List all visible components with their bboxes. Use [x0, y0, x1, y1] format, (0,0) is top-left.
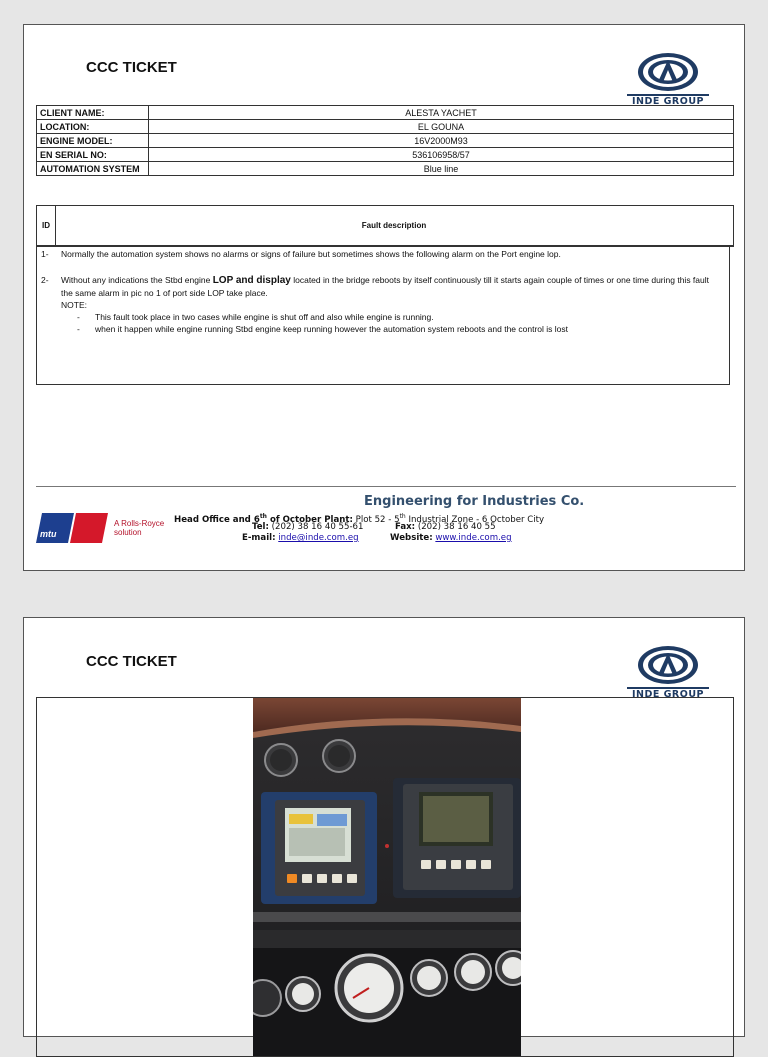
- fault-text-part: Without any indications the Stbd engine: [61, 275, 213, 285]
- info-label: ENGINE MODEL:: [37, 134, 149, 148]
- logo-text: INDE GROUP: [627, 687, 709, 700]
- info-label: LOCATION:: [37, 120, 149, 134]
- note-block: [61, 299, 723, 335]
- info-value: ALESTA YACHET: [149, 106, 734, 120]
- client-info-table: [36, 105, 734, 176]
- rr-line: solution: [114, 528, 142, 537]
- info-value: Blue line: [149, 162, 734, 176]
- rr-line: A Rolls-Royce: [114, 519, 165, 528]
- mtu-logo-mark: [36, 513, 108, 543]
- info-label: AUTOMATION SYSTEM: [37, 162, 149, 176]
- info-value: 16V2000M93: [149, 134, 734, 148]
- rolls-royce-tagline: [114, 519, 164, 537]
- engine-control-panel-photo: [253, 698, 521, 1057]
- note-line: [61, 323, 723, 335]
- fault-text-part: located in the bridge reboots by itself continuously till it starts again couple of times or one time during this fault the same alarm in pic no 1 of port side LOP take place.: [61, 275, 709, 298]
- ticket-page-1: [23, 24, 745, 571]
- head-office-label: Head Office and 6th of October Plant:: [174, 513, 353, 525]
- inde-group-logo: [627, 51, 709, 107]
- ticket-title: CCC TICKET: [86, 59, 177, 76]
- tel-label: Tel:: [252, 522, 269, 532]
- logo-text: INDE GROUP: [627, 94, 709, 107]
- table-row: [37, 120, 734, 134]
- info-label: EN SERIAL NO:: [37, 148, 149, 162]
- website-label: Website:: [390, 533, 433, 543]
- info-label: CLIENT NAME:: [37, 106, 149, 120]
- ticket-page-2: [23, 617, 745, 1037]
- fault-text-emphasis: LOP and display: [212, 275, 291, 286]
- ticket-title: CCC TICKET: [86, 653, 177, 670]
- table-row: [37, 148, 734, 162]
- fault-item-2: [41, 274, 723, 335]
- company-name: Engineering for Industries Co.: [364, 494, 585, 509]
- table-row: [37, 134, 734, 148]
- inde-group-logo: [627, 644, 709, 700]
- note-dash: -: [77, 324, 80, 334]
- phone-line: [252, 522, 732, 533]
- mtu-logo-text: mtu: [40, 529, 57, 539]
- footer-divider: [36, 486, 736, 487]
- fault-item-text: [61, 274, 723, 299]
- inde-logo-emblem: [636, 644, 700, 686]
- note-text: This fault took place in two cases while engine is shut off and also while engine is running.: [95, 312, 434, 322]
- mtu-logo: [36, 513, 108, 543]
- tel-value: (202) 38 16 40 55-61: [271, 522, 364, 532]
- id-column-header: ID: [37, 206, 56, 245]
- contact-line: [242, 533, 732, 544]
- head-office-value: Plot 52 - 5th Industrial Zone - 6 October City: [355, 513, 545, 525]
- fault-item-text: Normally the automation system shows no alarms or signs of failure but sometimes shows the following alarm on the Port engine lop.: [61, 249, 561, 259]
- fax-label: Fax:: [394, 522, 416, 532]
- photo-frame: [36, 697, 734, 1057]
- info-value: EL GOUNA: [149, 120, 734, 134]
- fault-item-number: 2-: [41, 275, 49, 285]
- table-row: [37, 162, 734, 176]
- email-label: E-mail:: [242, 533, 276, 543]
- email-link[interactable]: inde@inde.com.eg: [278, 533, 359, 543]
- website-link[interactable]: www.inde.com.eg: [435, 533, 512, 543]
- note-dash: -: [77, 312, 80, 322]
- fault-description-header: Fault description: [361, 221, 427, 230]
- fault-item-number: 1-: [41, 249, 49, 259]
- inde-logo-emblem: [636, 51, 700, 93]
- info-value: 536106958/57: [149, 148, 734, 162]
- note-line: [61, 311, 723, 323]
- fax-value: (202) 38 16 40 55: [417, 522, 496, 532]
- note-text: when it happen while engine running Stbd engine keep running however the automation system reboots and the control is lost: [95, 324, 568, 334]
- fault-item-1: [41, 248, 723, 260]
- table-row: [37, 106, 734, 120]
- note-label: NOTE:: [61, 300, 87, 310]
- fault-description-body: [36, 247, 730, 385]
- fault-table-header: [36, 205, 734, 247]
